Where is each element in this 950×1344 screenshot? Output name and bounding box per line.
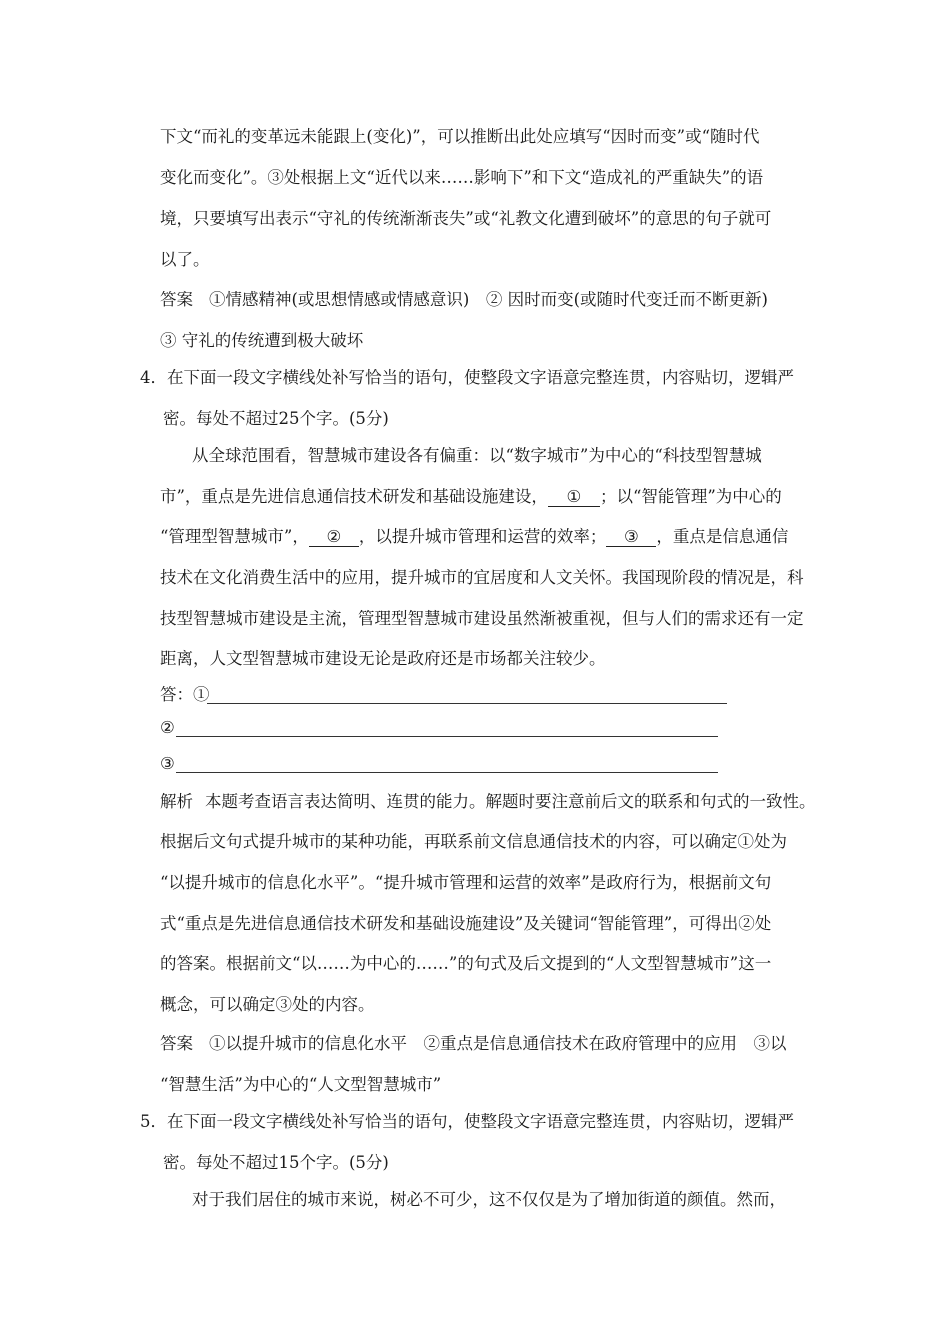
passage-line: “管理型智慧城市”， ② ，以提升城市管理和运营的效率； ③ ，重点是信息通信 (160, 527, 789, 546)
blank-3: ③ (606, 528, 656, 547)
answer-prefix-3: ③ (160, 754, 175, 773)
prev-explanation-line: 境，只要填写出表示“守礼的传统渐渐丧失”或“礼教文化遭到破坏”的意思的句子就可 (160, 209, 772, 228)
analysis-line: 解析 本题考查语言表达简明、连贯的能力。解题时要注意前后文的联系和句式的一致性。 (160, 792, 816, 811)
passage-line: 从全球范围看，智慧城市建设各有偏重：以“数字城市”为中心的“科技型智慧城 (192, 446, 762, 465)
answer-text: ①情感精神(或思想情感或情感意识) ② 因时而变(或随时代变迁而不断更新) (209, 290, 768, 309)
prev-answer-line-2: ③ 守礼的传统遭到极大破坏 (160, 331, 364, 350)
question-number: 5． (140, 1112, 167, 1131)
answer-line: 答案 ①以提升城市的信息化水平 ②重点是信息通信技术在政府管理中的应用 ③以 (160, 1034, 787, 1053)
question-prompt: 在下面一段文字横线处补写恰当的语句，使整段文字语意完整连贯，内容贴切，逻辑严 (167, 1112, 794, 1131)
question-prompt: 在下面一段文字横线处补写恰当的语句，使整段文字语意完整连贯，内容贴切，逻辑严 (167, 368, 794, 387)
answer-label: 答案 (160, 290, 193, 309)
prev-explanation-line: 以了。 (160, 250, 210, 269)
passage-line: 技术在文化消费生活中的应用，提升城市的宜居度和人文关怀。我国现阶段的情况是，科 (160, 568, 804, 587)
passage-line: 市”，重点是先进信息通信技术研发和基础设施建设， ① ；以“智能管理”为中心的 (160, 487, 782, 506)
passage-line: 距离，人文型智慧城市建设无论是政府还是市场都关注较少。 (160, 649, 606, 668)
answer-line-3[interactable] (176, 772, 718, 773)
answer-line-2[interactable] (176, 736, 718, 737)
question-5-prompt-2: 密。每处不超过15个字。(5分) (163, 1153, 389, 1172)
question-4-prompt-2: 密。每处不超过25个字。(5分) (163, 409, 389, 428)
analysis-line: 概念，可以确定③处的内容。 (160, 995, 375, 1014)
prev-answer-line (160, 289, 768, 311)
answer-line-2: “智慧生活”为中心的“人文型智慧城市” (160, 1075, 442, 1094)
answer-prefix-2: ② (160, 718, 175, 737)
analysis-line: “以提升城市的信息化水平”。“提升城市管理和运营的效率”是政府行为，根据前文句 (160, 873, 772, 892)
question-number: 4． (140, 368, 167, 387)
analysis-line: 的答案。根据前文“以……为中心的……”的句式及后文提到的“人文型智慧城市”这一 (160, 954, 772, 973)
prev-explanation-line: 下文“而礼的变革远未能跟上(变化)”，可以推断出此处应填写“因时而变”或“随时代 (160, 127, 760, 146)
passage-line: 对于我们居住的城市来说，树必不可少，这不仅仅是为了增加街道的颜值。然而， (192, 1190, 786, 1209)
analysis-line: 式“重点是先进信息通信技术研发和基础设施建设”及关键词“智能管理”，可得出②处 (160, 914, 772, 933)
answer-label: 答案 (160, 1034, 193, 1053)
answer-line-1[interactable] (207, 703, 727, 704)
answer-prefix-1: 答：① (160, 685, 210, 704)
passage-line: 技型智慧城市建设是主流，管理型智慧城市建设虽然渐被重视，但与人们的需求还有一定 (160, 609, 804, 628)
prev-explanation-line: 变化而变化”。③处根据上文“近代以来……影响下”和下文“造成礼的严重缺失”的语 (160, 168, 764, 187)
question-5-prompt (140, 1111, 794, 1133)
analysis-label: 解析 (160, 792, 193, 811)
blank-1: ① (548, 488, 600, 507)
question-4-prompt (140, 367, 794, 389)
analysis-line: 根据后文句式提升城市的某种功能，再联系前文信息通信技术的内容，可以确定①处为 (160, 832, 787, 851)
blank-2: ② (309, 528, 359, 547)
